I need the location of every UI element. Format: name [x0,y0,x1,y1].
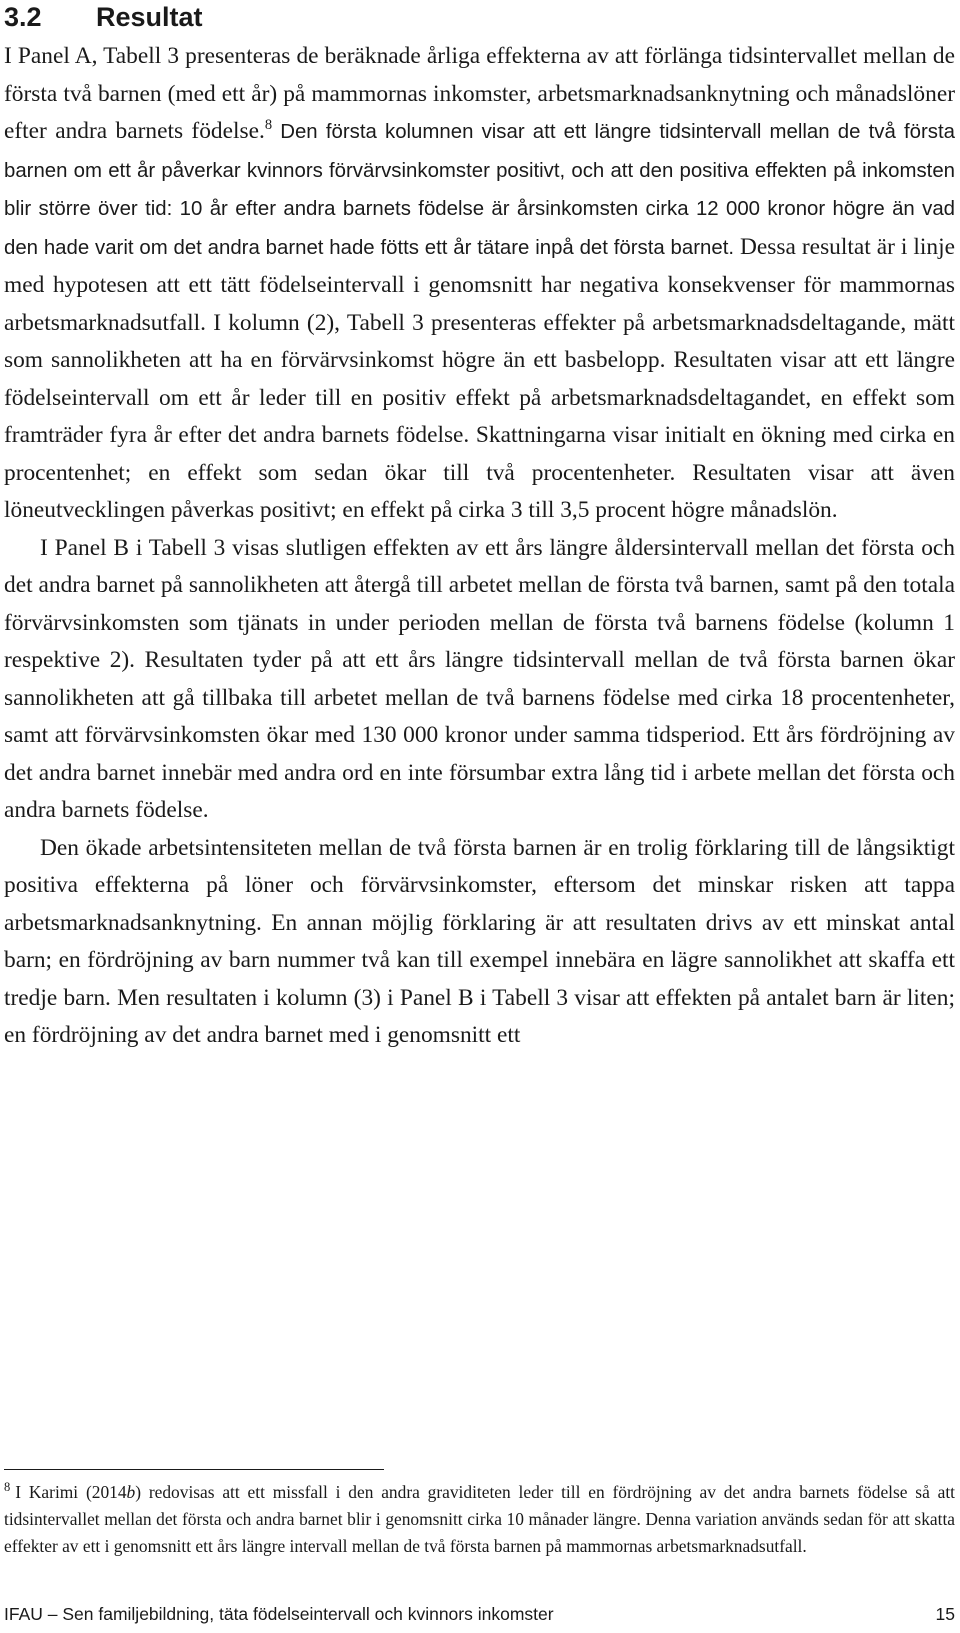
footer-running-title: IFAU – Sen familjebildning, täta födelseintervall och kvinnors inkomster [4,1604,554,1624]
footnote-number: 8 [4,1480,11,1495]
footnote-text-end: ) redovisas att ett missfall i den andra graviditeten leder till en fördröjning av det andra barnets födelse så att tidsintervallet mellan det första och andra barnet blir i genomsnitt cirka 10 månader längre. Denna variation används sedan för att skatta effekter av ett i genomsnitt ett års längre intervall mellan de två första barnen på mammornas arbetsmarknadsutfall. [4,1482,955,1556]
footnote-text-italic: b [126,1482,136,1502]
footnote-text-start: I Karimi (2014 [15,1482,127,1502]
body-text [4,38,955,1055]
paragraph-1-sans-passage: Den första kolumnen visar att ett längre tidsintervall mellan de två första barnen om ett år påverkar kvinnors förvärvsinkomster positivt, och att den positiva effekten på inkomsten blir större över tid: 10 år efter andra barnets födelse är årsinkomsten cirka 12 000 kronor högre än vad den hade varit om det andra barnet hade fötts ett år tätare inpå det första barnet. [4,121,956,259]
footnote [4,1479,955,1560]
footnote-divider [4,1469,384,1470]
paragraph-1 [4,38,955,530]
paragraph-3: Den ökade arbetsintensiteten mellan de två första barnen är en trolig förklaring till de långsiktigt positiva effekterna på löner och förvärvsinkomster, eftersom det minskar risken att tappa arbetsmarknadsanknytning. En annan möjlig förklaring är att resultaten drivs av ett minskat antal barn; en fördröjning av barn nummer två kan till exempel innebära en lägre sannolikhet att skaffa ett tredje barn. Men resultaten i kolumn (3) i Panel B i Tabell 3 visar att effekten på antalet barn är liten; en fördröjning av det andra barnet med i genomsnitt ett [4,834,955,1048]
section-heading [4,0,203,34]
footnote-reference[interactable]: 8 [264,117,273,134]
paragraph-1-serif-start: I Panel A, Tabell 3 presenteras de beräknade årliga effekterna av att förlänga tidsintervallet mellan de första två barnen (med ett år) på mammornas inkomster, arbetsmarknadsanknytning och månadslöner efter andra barnets födelse. [4,43,955,144]
section-title: Resultat [96,2,203,32]
page-number: 15 [935,1604,955,1624]
page-footer [4,1602,955,1626]
section-number: 3.2 [4,2,42,32]
paragraph-1-serif-end: Dessa resultat är i linje med hypotesen att ett tätt födelseintervall i genomsnitt har negativa konsekvenser för mammornas arbetsmarknadsutfall. I kolumn (2), Tabell 3 presenteras effekter på arbetsmarknadsdeltagande, mätt som sannolikheten att ha en förvärvsinkomst högre än ett basbelopp. Resultaten visar att ett längre födelseintervall om ett år leder till en positiv effekt på arbetsmarknadsdeltagandet, en effekt som framträder fyra år efter det andra barnets födelse. Skattningarna visar initialt en ökning med cirka en procentenhet; en effekt som sedan ökar till två procentenheter. Resultaten visar att även löneutvecklingen påverkas positivt; en effekt på cirka 3 till 3,5 procent högre månadslön. [4,233,955,523]
paragraph-2: I Panel B i Tabell 3 visas slutligen effekten av ett års längre åldersintervall mellan det första och det andra barnet på sannolikheten att återgå till arbetet mellan de första två barnen, samt på den totala förvärvsinkomsten som tjänats in under perioden mellan de första två barnens födelse (kolumn 1 respektive 2). Resultaten tyder på att ett års längre tidsintervall mellan de två första barnen ökar sannolikheten att gå tillbaka till arbetet mellan de två barnens födelse med cirka 18 procentenheter, samt att förvärvsinkomsten ökar med 130 000 kronor under samma tidsperiod. Ett års fördröjning av det andra barnet innebär med andra ord en inte försumbar extra lång tid i arbete mellan det första och andra barnets födelse. [4,534,955,823]
